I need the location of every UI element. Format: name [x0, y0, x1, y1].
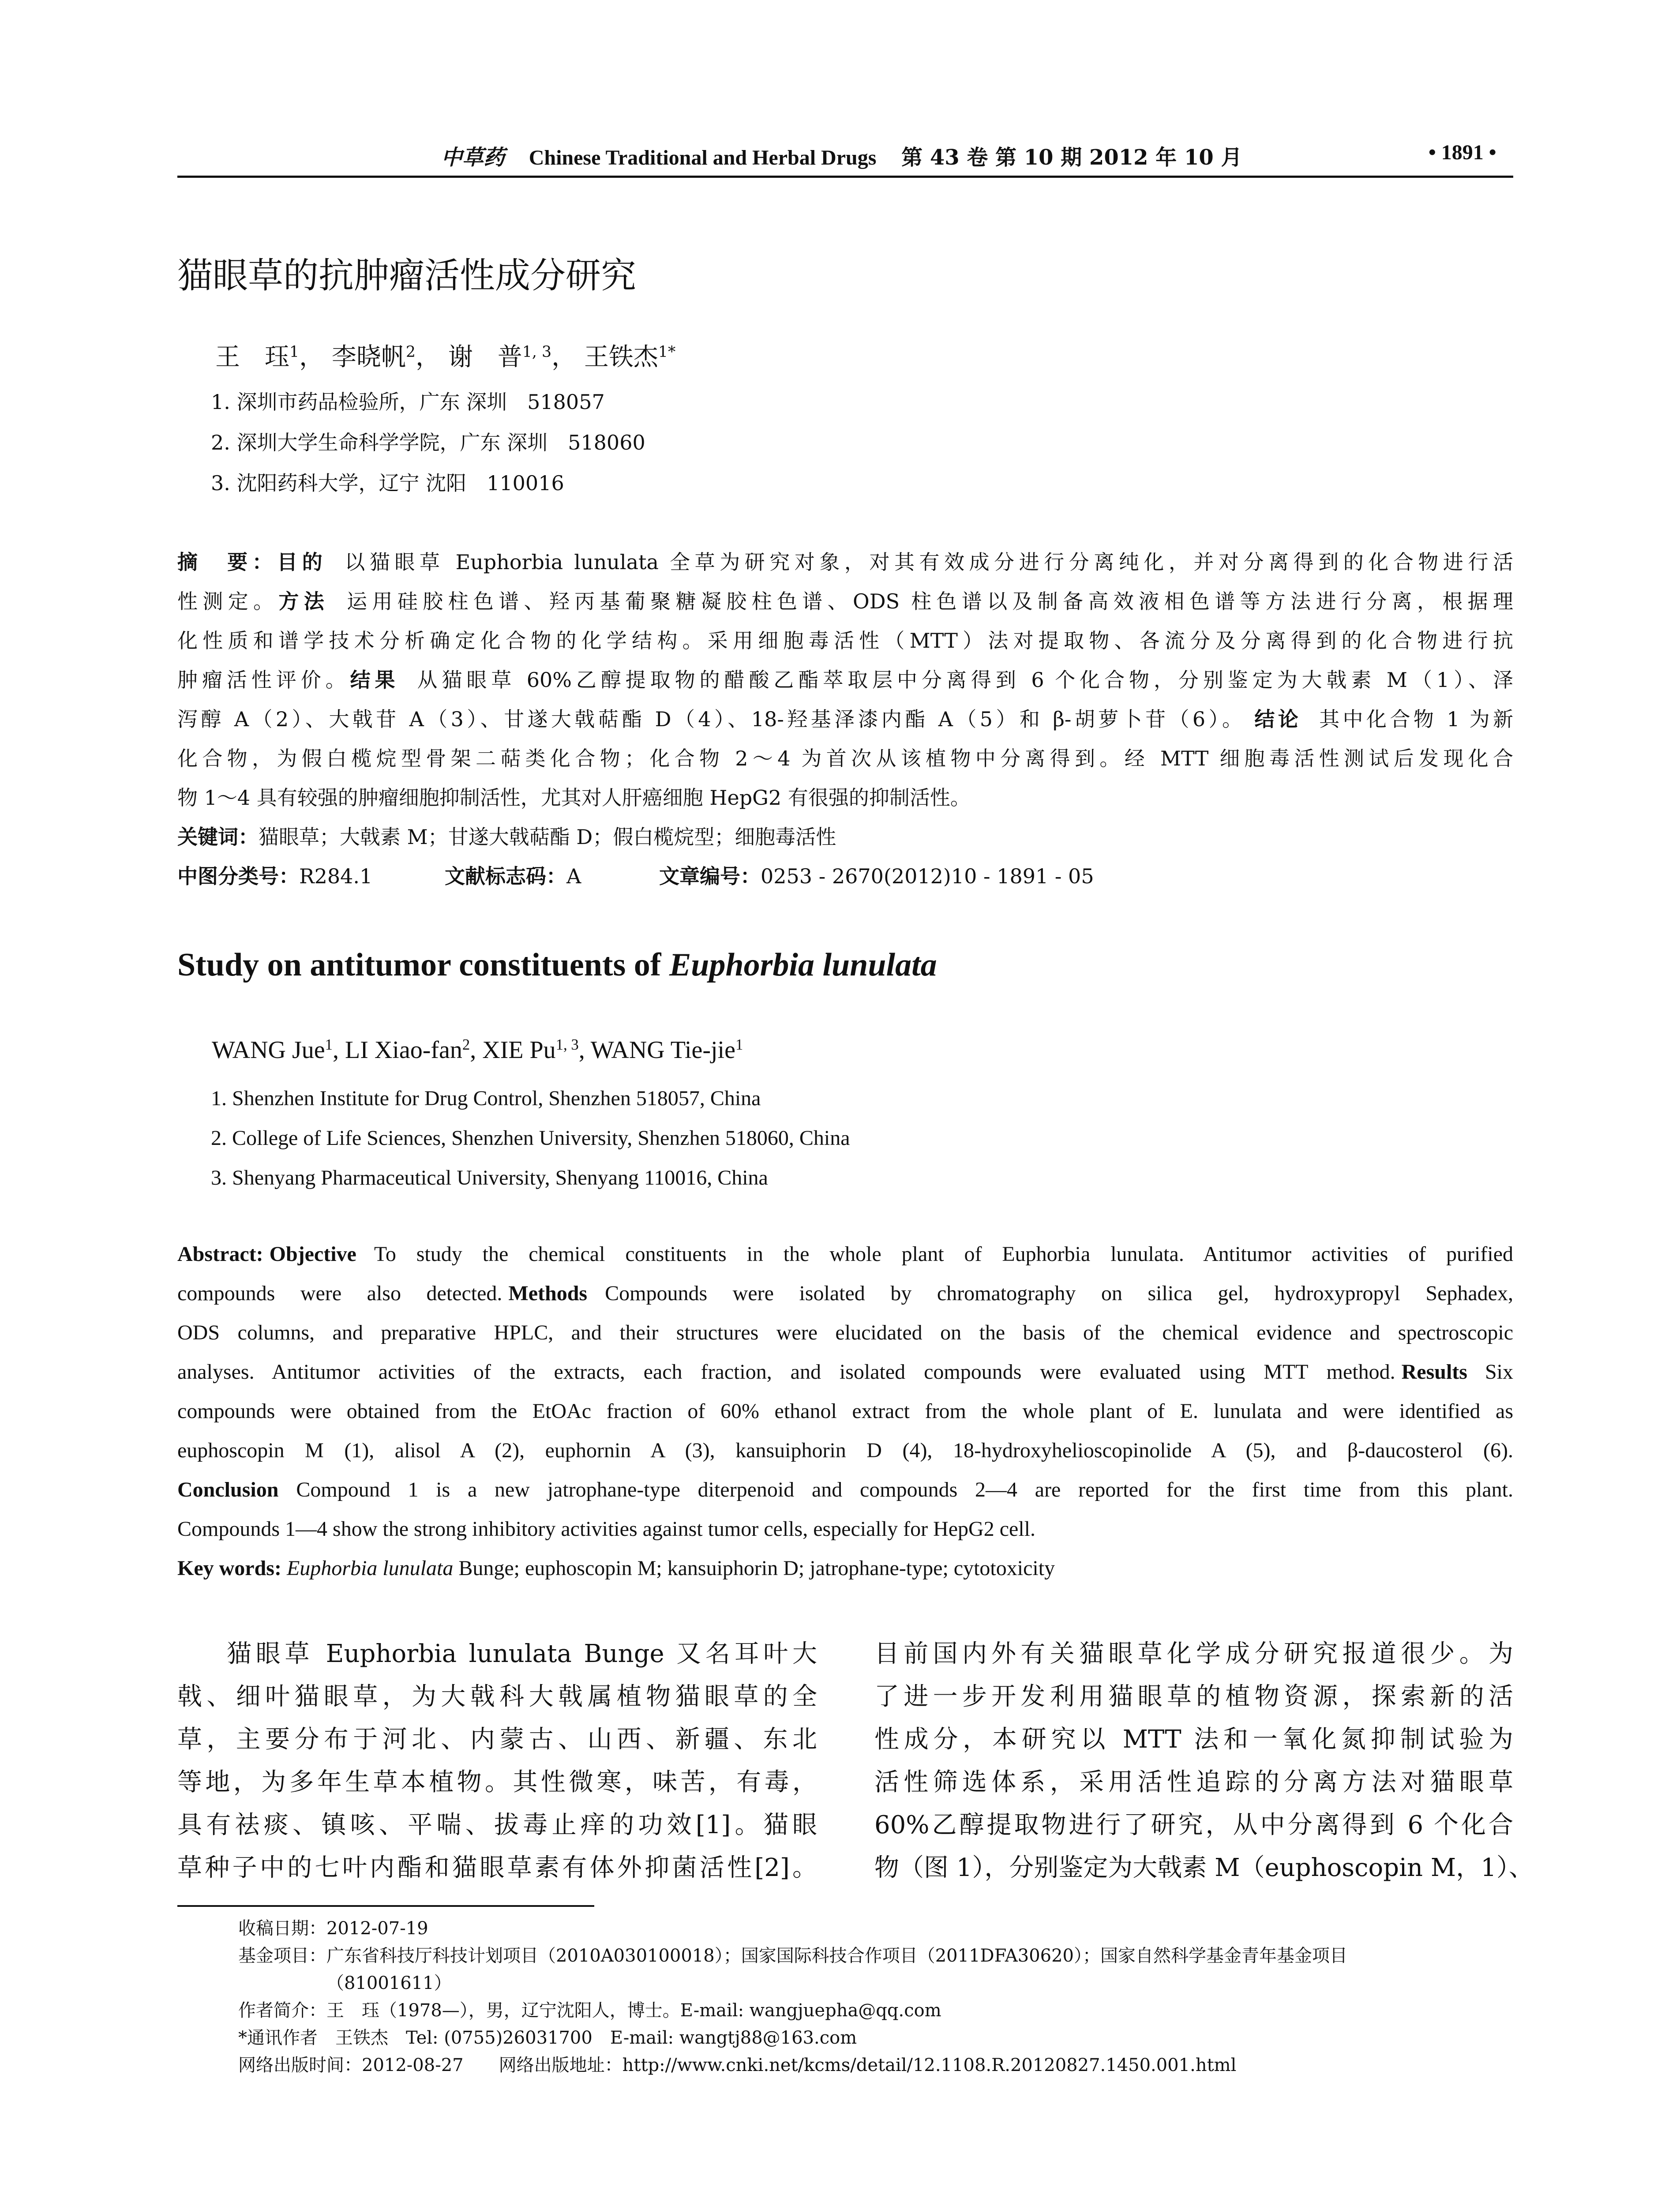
header-rule — [177, 176, 1513, 178]
abstract-en-line-5: compounds were obtained from the EtOAc fraction of 60% ethanol extract from the whole plant of E. lunulata and were identified as — [177, 1399, 1513, 1423]
body-left-line-4: 等地，为多年生草本植物。其性微寒，味苦，有毒， — [177, 1768, 817, 1797]
footnotes — [238, 1915, 1347, 2079]
body-left-line-1: 猫眼草 Euphorbia lunulata Bunge 又名耳叶大 — [227, 1639, 817, 1668]
abstract-cn-line-3: 化性质和谱学技术分析确定化合物的化学结构。采用细胞毒活性（MTT）法对提取物、各流分及分离得到的化合物进行抗 — [177, 629, 1513, 653]
abstract-cn-line-4: 肿瘤活性评价。结果 从猫眼草 60%乙醇提取物的醋酸乙酯萃取层中分离得到 6 个化合物，分别鉴定为大戟素 M（1）、泽 — [177, 668, 1513, 692]
affiliations-cn — [211, 382, 645, 503]
journal-name-cn: 中草药 — [441, 145, 505, 170]
author-cn-1: 王 珏 — [215, 343, 289, 371]
footnote-rule — [177, 1905, 594, 1907]
footnote-online: 网络出版时间：2012-08-27 网络出版地址：http://www.cnki.net/kcms/detail/12.1108.R.20120827.1450.001.html — [238, 2055, 1237, 2075]
classification-cn: 中图分类号：R284.1 文献标志码：A 文章编号：0253 - 2670(2012)10 - 1891 - 05 — [177, 864, 1094, 888]
abstract-en-line-3: ODS columns, and preparative HPLC, and their structures were elucidated on the basis of the chemical evidence and spectroscopic — [177, 1321, 1513, 1344]
footnote-funding-cont: （81001611） — [326, 1973, 452, 1993]
footnote-funding: 基金项目：广东省科技厅科技计划项目（2010A030100018）；国家国际科技合作项目（2011DFA30620）；国家自然科学基金青年基金项目 — [238, 1946, 1348, 1966]
abstract-en — [177, 1234, 1513, 1588]
authors-cn: 王 珏$^1$， 李晓帆$^2$， 谢 普$^{1, 3}$， 王铁杰$^{1*}$ — [215, 343, 676, 371]
abstract-en-line-6: euphoscopin M (1), alisol A (2), euphornin A (3), kansuiphorin D (4), 18-hydroxyhelioscopinolide A (5), and β-daucosterol (6). — [177, 1439, 1513, 1462]
abstract-cn-line-5: 泻醇 A（2）、大戟苷 A（3）、甘遂大戟萜酯 D（4）、18-羟基泽漆内酯 A（5）和 β-胡萝卜苷（6）。 结论 其中化合物 1 为新 — [177, 707, 1514, 731]
abstract-en-line-1: Abstract: Objective To study the chemical constituents in the whole plant of Euphorbia lunulata. Antitumor activities of purified — [177, 1242, 1513, 1266]
body-right-line-4: 活性筛选体系，采用活性追踪的分离方法对猫眼草 — [874, 1768, 1513, 1797]
abstract-en-line-7: Conclusion Compound 1 is a new jatrophane-type diterpenoid and compounds 2—4 are reported for the first time from this plant. — [177, 1478, 1513, 1501]
abstract-cn-line-7: 物 1～4 具有较强的肿瘤细胞抑制活性，尤其对人肝癌细胞 HepG2 有很强的抑制活性。 — [177, 786, 971, 810]
author-en-3: , XIE Pu — [470, 1036, 556, 1064]
keywords-cn: 关键词：猫眼草；大戟素 M；甘遂大戟萜酯 D；假白榄烷型；细胞毒活性 — [177, 825, 836, 849]
affiliations-en — [211, 1079, 850, 1198]
author-cn-3: 谢 普 — [448, 343, 522, 371]
abstract-cn-line-2: 性测定。方法 运用硅胶柱色谱、羟丙基葡聚糖凝胶柱色谱、ODS 柱色谱以及制备高效液相色谱等方法进行分离，根据理 — [177, 589, 1514, 613]
body-left-line-6: 草种子中的七叶内酯和猫眼草素有体外抑菌活性[2]。 — [177, 1853, 817, 1882]
body-right-line-3: 性成分，本研究以 MTT 法和一氧化氮抑制试验为 — [874, 1725, 1513, 1754]
abstract-cn-line-6: 化合物，为假白榄烷型骨架二萜类化合物；化合物 2～4 为首次从该植物中分离得到。经 MTT 细胞毒活性测试后发现化合 — [177, 747, 1513, 770]
body-right-line-1: 目前国内外有关猫眼草化学成分研究报道很少。为 — [874, 1639, 1513, 1668]
affiliation-cn-1: 1. 深圳市药品检验所，广东 深圳 518057 — [211, 390, 605, 414]
author-en-4: , WANG Tie-jie — [578, 1036, 735, 1064]
page-title-en: Study on antitumor constituents of Euphorbia lunulata — [177, 947, 937, 983]
page-title-cn: 猫眼草的抗肿瘤活性成分研究 — [177, 255, 636, 296]
affiliation-en-2: 2. College of Life Sciences, Shenzhen University, Shenzhen 518060, China — [211, 1126, 850, 1150]
journal-name-en: Chinese Traditional and Herbal Drugs — [529, 146, 877, 169]
journal-issue: 第 43 卷 第 10 期 2012 年 10 月 — [901, 145, 1242, 170]
author-en-2: , LI Xiao-fan — [332, 1036, 462, 1064]
footnote-received: 收稿日期：2012-07-19 — [238, 1918, 428, 1939]
body-right-line-6: 物（图 1），分别鉴定为大戟素 M（euphoscopin M，1）、 — [874, 1853, 1534, 1882]
abstract-cn — [177, 543, 1513, 896]
abstract-en-line-4: analyses. Antitumor activities of the extracts, each fraction, and isolated compounds were evaluated using MTT method. Results Six — [177, 1360, 1513, 1384]
running-header — [441, 140, 1242, 171]
affiliation-cn-2: 2. 深圳大学生命科学学院，广东 深圳 518060 — [211, 431, 645, 454]
body-right-line-2: 了进一步开发利用猫眼草的植物资源，探索新的活 — [874, 1682, 1513, 1711]
footnote-corresponding: *通讯作者 王铁杰 Tel: (0755)26031700 E-mail: wangtj88@163.com — [238, 2028, 857, 2048]
abstract-en-line-8: Compounds 1—4 show the strong inhibitory activities against tumor cells, especially for HepG2 cell. — [177, 1517, 1035, 1541]
body-left-line-2: 戟、细叶猫眼草，为大戟科大戟属植物猫眼草的全 — [177, 1682, 817, 1711]
footnote-author-bio: 作者简介：王 珏（1978—），男，辽宁沈阳人，博士。E-mail: wangjuepha@qq.com — [238, 2000, 941, 2021]
affiliation-en-1: 1. Shenzhen Institute for Drug Control, Shenzhen 518057, China — [211, 1087, 761, 1110]
abstract-en-line-2: compounds were also detected. Methods Compounds were isolated by chromatography on silica gel, hydroxypropyl Sephadex, — [177, 1282, 1513, 1305]
body-left-line-5: 具有祛痰、镇咳、平喘、拔毒止痒的功效[1]。猫眼 — [177, 1811, 817, 1839]
abstract-cn-line-1: 摘 要：目的 以猫眼草 Euphorbia lunulata 全草为研究对象，对其有效成分进行分离纯化，并对分离得到的化合物进行活 — [177, 550, 1514, 574]
affiliation-cn-3: 3. 沈阳药科大学，辽宁 沈阳 110016 — [211, 471, 564, 495]
author-cn-2: 李晓帆 — [331, 343, 406, 371]
authors-en: WANG Jue$^1$, LI Xiao-fan$^2$, XIE Pu$^{1, 3}$, WANG Tie-jie$^1$ — [212, 1035, 743, 1064]
keywords-en: Key words: Euphorbia lunulata Bunge; euphoscopin M; kansuiphorin D; jatrophane-type; cytotoxicity — [177, 1557, 1055, 1580]
author-en-1: WANG Jue — [212, 1036, 325, 1064]
body-column-left — [177, 1632, 817, 1889]
body-right-line-5: 60%乙醇提取物进行了研究，从中分离得到 6 个化合 — [874, 1811, 1513, 1839]
author-cn-4: 王铁杰 — [584, 343, 658, 371]
body-column-right — [874, 1632, 1534, 1889]
affiliation-en-3: 3. Shenyang Pharmaceutical University, Shenyang 110016, China — [211, 1166, 768, 1189]
body-left-line-3: 草，主要分布于河北、内蒙古、山西、新疆、东北 — [177, 1725, 817, 1754]
page-number: • 1891 • — [1429, 141, 1496, 164]
